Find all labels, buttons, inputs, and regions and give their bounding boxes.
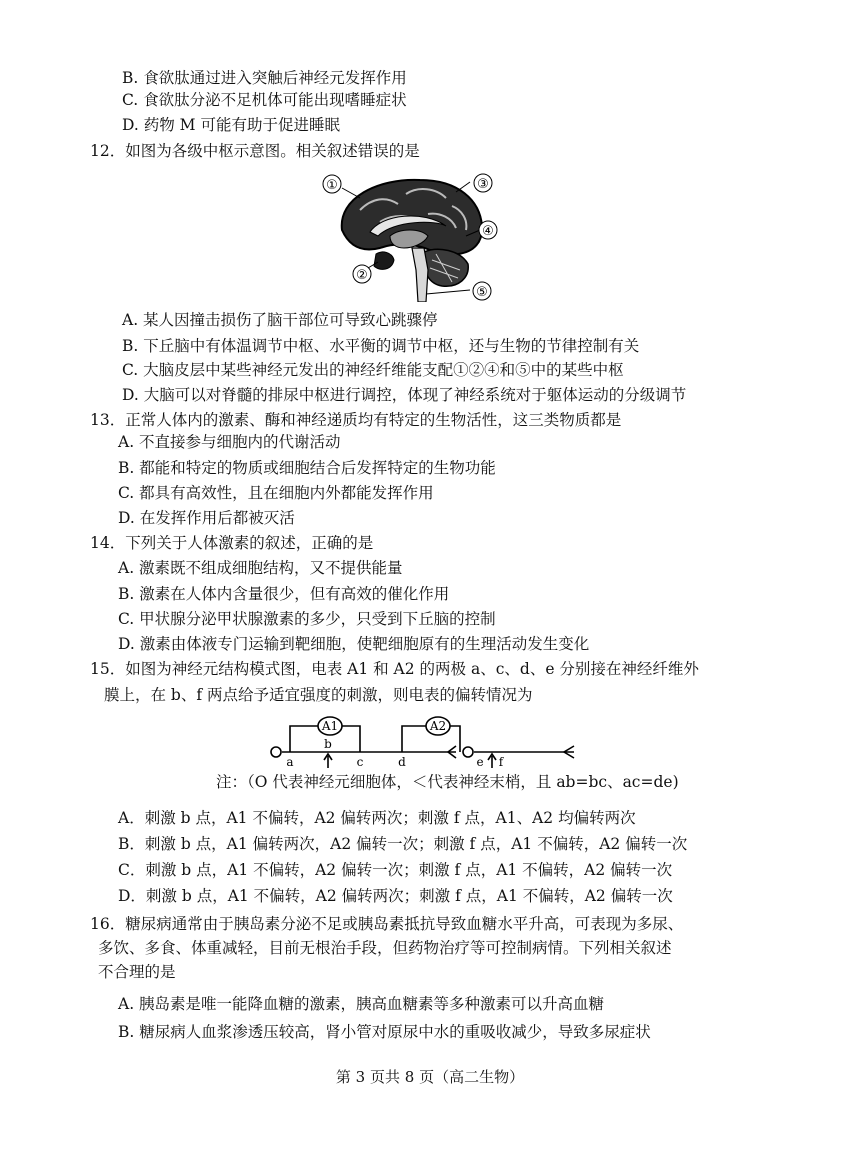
q11-option-d: D. 药物 M 可能有助于促进睡眠 bbox=[122, 116, 340, 134]
q12-option-b: B. 下丘脑中有体温调节中枢、水平衡的调节中枢，还与生物的节律控制有关 bbox=[122, 337, 640, 355]
q14-stem: 14．下列关于人体激素的叙述，正确的是 bbox=[90, 534, 374, 552]
brain-label-3: ③ bbox=[477, 177, 489, 192]
q12-option-a: A. 某人因撞击损伤了脑干部位可导致心跳骤停 bbox=[122, 311, 438, 329]
page-footer: 第 3 页共 8 页（高二生物） bbox=[335, 1068, 525, 1086]
q13-option-c: C. 都具有高效性，且在细胞内外都能发挥作用 bbox=[118, 484, 434, 502]
meter-a2-label: A2 bbox=[429, 719, 447, 733]
point-d-label: d bbox=[398, 755, 406, 769]
q14-option-d: D. 激素由体液专门运输到靶细胞，使靶细胞原有的生理活动发生变化 bbox=[118, 635, 590, 653]
meter-a1-label: A1 bbox=[321, 719, 339, 733]
q13-option-d: D. 在发挥作用后都被灭活 bbox=[118, 509, 295, 527]
q16-stem-line-2: 多饮、多食、体重减轻，目前无根治手段，但药物治疗等可控制病情。下列相关叙述 bbox=[98, 939, 672, 957]
point-a-label: a bbox=[286, 755, 294, 769]
q15-option-d: D．刺激 b 点，A1 不偏转，A2 偏转两次；刺激 f 点，A1 不偏转，A2 偏转一次 bbox=[118, 887, 673, 905]
brain-label-4: ④ bbox=[482, 224, 494, 239]
point-f-label: f bbox=[498, 755, 504, 769]
q15-stem-line-1: 15．如图为神经元结构模式图，电表 A1 和 A2 的两极 a、c、d、e 分别接在神经纤维外 bbox=[90, 660, 699, 678]
q15-figure-note: 注：（O 代表神经元细胞体，＜代表神经末梢，且 ab=bc、ac=de) bbox=[216, 773, 679, 791]
q12-option-c: C. 大脑皮层中某些神经元发出的神经纤维能支配①②④和⑤中的某些中枢 bbox=[122, 361, 624, 379]
point-b-label: b bbox=[324, 737, 332, 751]
q14-option-a: A. 激素既不组成细胞结构，又不提供能量 bbox=[118, 559, 403, 577]
brain-figure bbox=[320, 170, 510, 302]
q11-option-b: B. 食欲肽通过进入突触后神经元发挥作用 bbox=[122, 69, 407, 87]
q15-stem-line-2: 膜上，在 b、f 两点给予适宜强度的刺激，则电表的偏转情况为 bbox=[104, 686, 533, 704]
q11-option-c: C. 食欲肽分泌不足机体可能出现嗜睡症状 bbox=[122, 91, 407, 109]
q15-option-c: C．刺激 b 点，A1 不偏转，A2 偏转一次；刺激 f 点，A1 不偏转，A2 偏转一次 bbox=[118, 861, 673, 879]
point-c-label: c bbox=[356, 755, 364, 769]
brain-label-5: ⑤ bbox=[476, 285, 488, 300]
point-e-label: e bbox=[476, 755, 484, 769]
q15-option-a: A．刺激 b 点，A1 不偏转，A2 偏转两次；刺激 f 点，A1、A2 均偏转两次 bbox=[118, 809, 636, 827]
brain-label-2: ② bbox=[356, 268, 368, 283]
q13-option-b: B. 都能和特定的物质或细胞结合后发挥特定的生物功能 bbox=[118, 459, 496, 477]
q16-stem-line-3: 不合理的是 bbox=[98, 963, 176, 981]
q13-stem: 13．正常人体内的激素、酶和神经递质均有特定的生物活性，这三类物质都是 bbox=[90, 411, 622, 429]
q14-option-c: C. 甲状腺分泌甲状腺激素的多少，只受到下丘脑的控制 bbox=[118, 610, 496, 628]
q13-option-a: A. 不直接参与细胞内的代谢活动 bbox=[118, 433, 341, 451]
q12-option-d: D. 大脑可以对脊髓的排尿中枢进行调控，体现了神经系统对于躯体运动的分级调节 bbox=[122, 386, 687, 404]
neuron-circuit-figure bbox=[268, 712, 588, 770]
q14-option-b: B. 激素在人体内含量很少，但有高效的催化作用 bbox=[118, 585, 450, 603]
q16-option-b: B. 糖尿病人血浆渗透压较高，肾小管对原尿中水的重吸收减少，导致多尿症状 bbox=[118, 1023, 651, 1041]
q16-option-a: A. 胰岛素是唯一能降血糖的激素，胰高血糖素等多种激素可以升高血糖 bbox=[118, 995, 605, 1013]
brain-label-1: ① bbox=[326, 178, 338, 193]
q15-option-b: B．刺激 b 点，A1 偏转两次，A2 偏转一次；刺激 f 点，A1 不偏转，A2 偏转一次 bbox=[118, 835, 688, 853]
q12-stem: 12．如图为各级中枢示意图。相关叙述错误的是 bbox=[90, 142, 420, 160]
q16-stem-line-1: 16．糖尿病通常由于胰岛素分泌不足或胰岛素抵抗导致血糖水平升高，可表现为多尿、 bbox=[90, 915, 684, 933]
